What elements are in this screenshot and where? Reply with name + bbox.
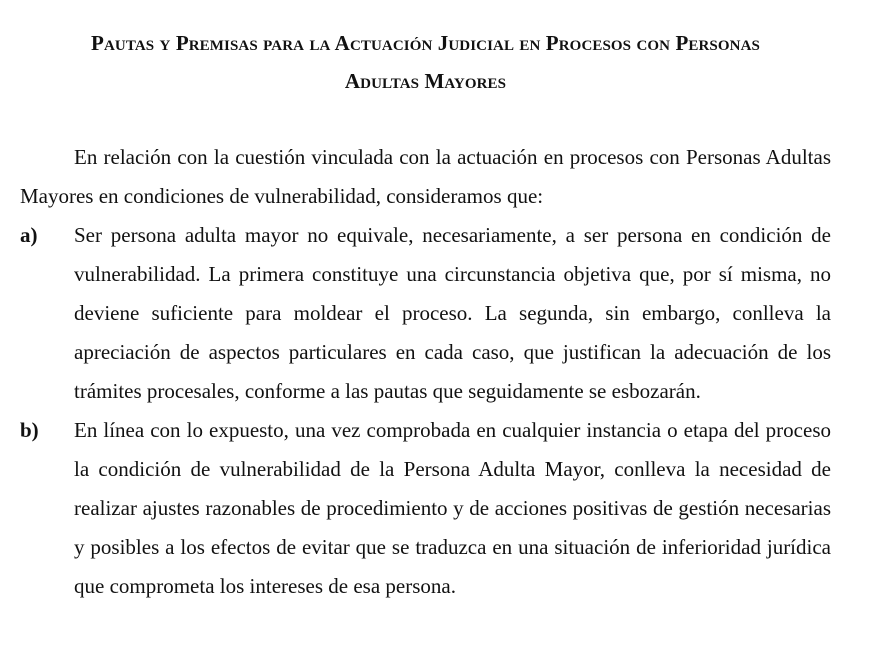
intro-paragraph: En relación con la cuestión vinculada con la actuación en procesos con Personas Adultas Mayores en condiciones de vulnerabilidad, consideramos que: [20,145,831,208]
list-item-a [20,216,831,411]
title-line-2: Adultas Mayores [344,69,507,93]
list-marker: a) [20,223,38,247]
list-item-text: En línea con lo expuesto, una vez comprobada en cualquier instancia o etapa del proceso la condición de vulnerabilidad de la Persona Adulta Mayor, conlleva la necesidad de realizar ajustes razonables de procedimiento y de acciones positivas de gestión necesarias y posibles a los efectos de evitar que se traduzca en una situación de inferioridad jurídica que comprometa los intereses de esa persona. [74,418,831,598]
document-page [20,24,831,606]
title-line-1: Pautas y Premisas para la Actuación Judicial en Procesos con Personas [91,31,760,55]
list-item-text: Ser persona adulta mayor no equivale, necesariamente, a ser persona en condición de vulnerabilidad. La primera constituye una circunstancia objetiva que, por sí misma, no deviene suficiente para moldear el proceso. La segunda, sin embargo, conlleva la apreciación de aspectos particulares en cada caso, que justifican la adecuación de los trámites procesales, conforme a las pautas que seguidamente se esbozarán. [74,223,831,403]
document-title [20,24,831,100]
list-marker: b) [20,418,39,442]
list-item-b [20,411,831,606]
